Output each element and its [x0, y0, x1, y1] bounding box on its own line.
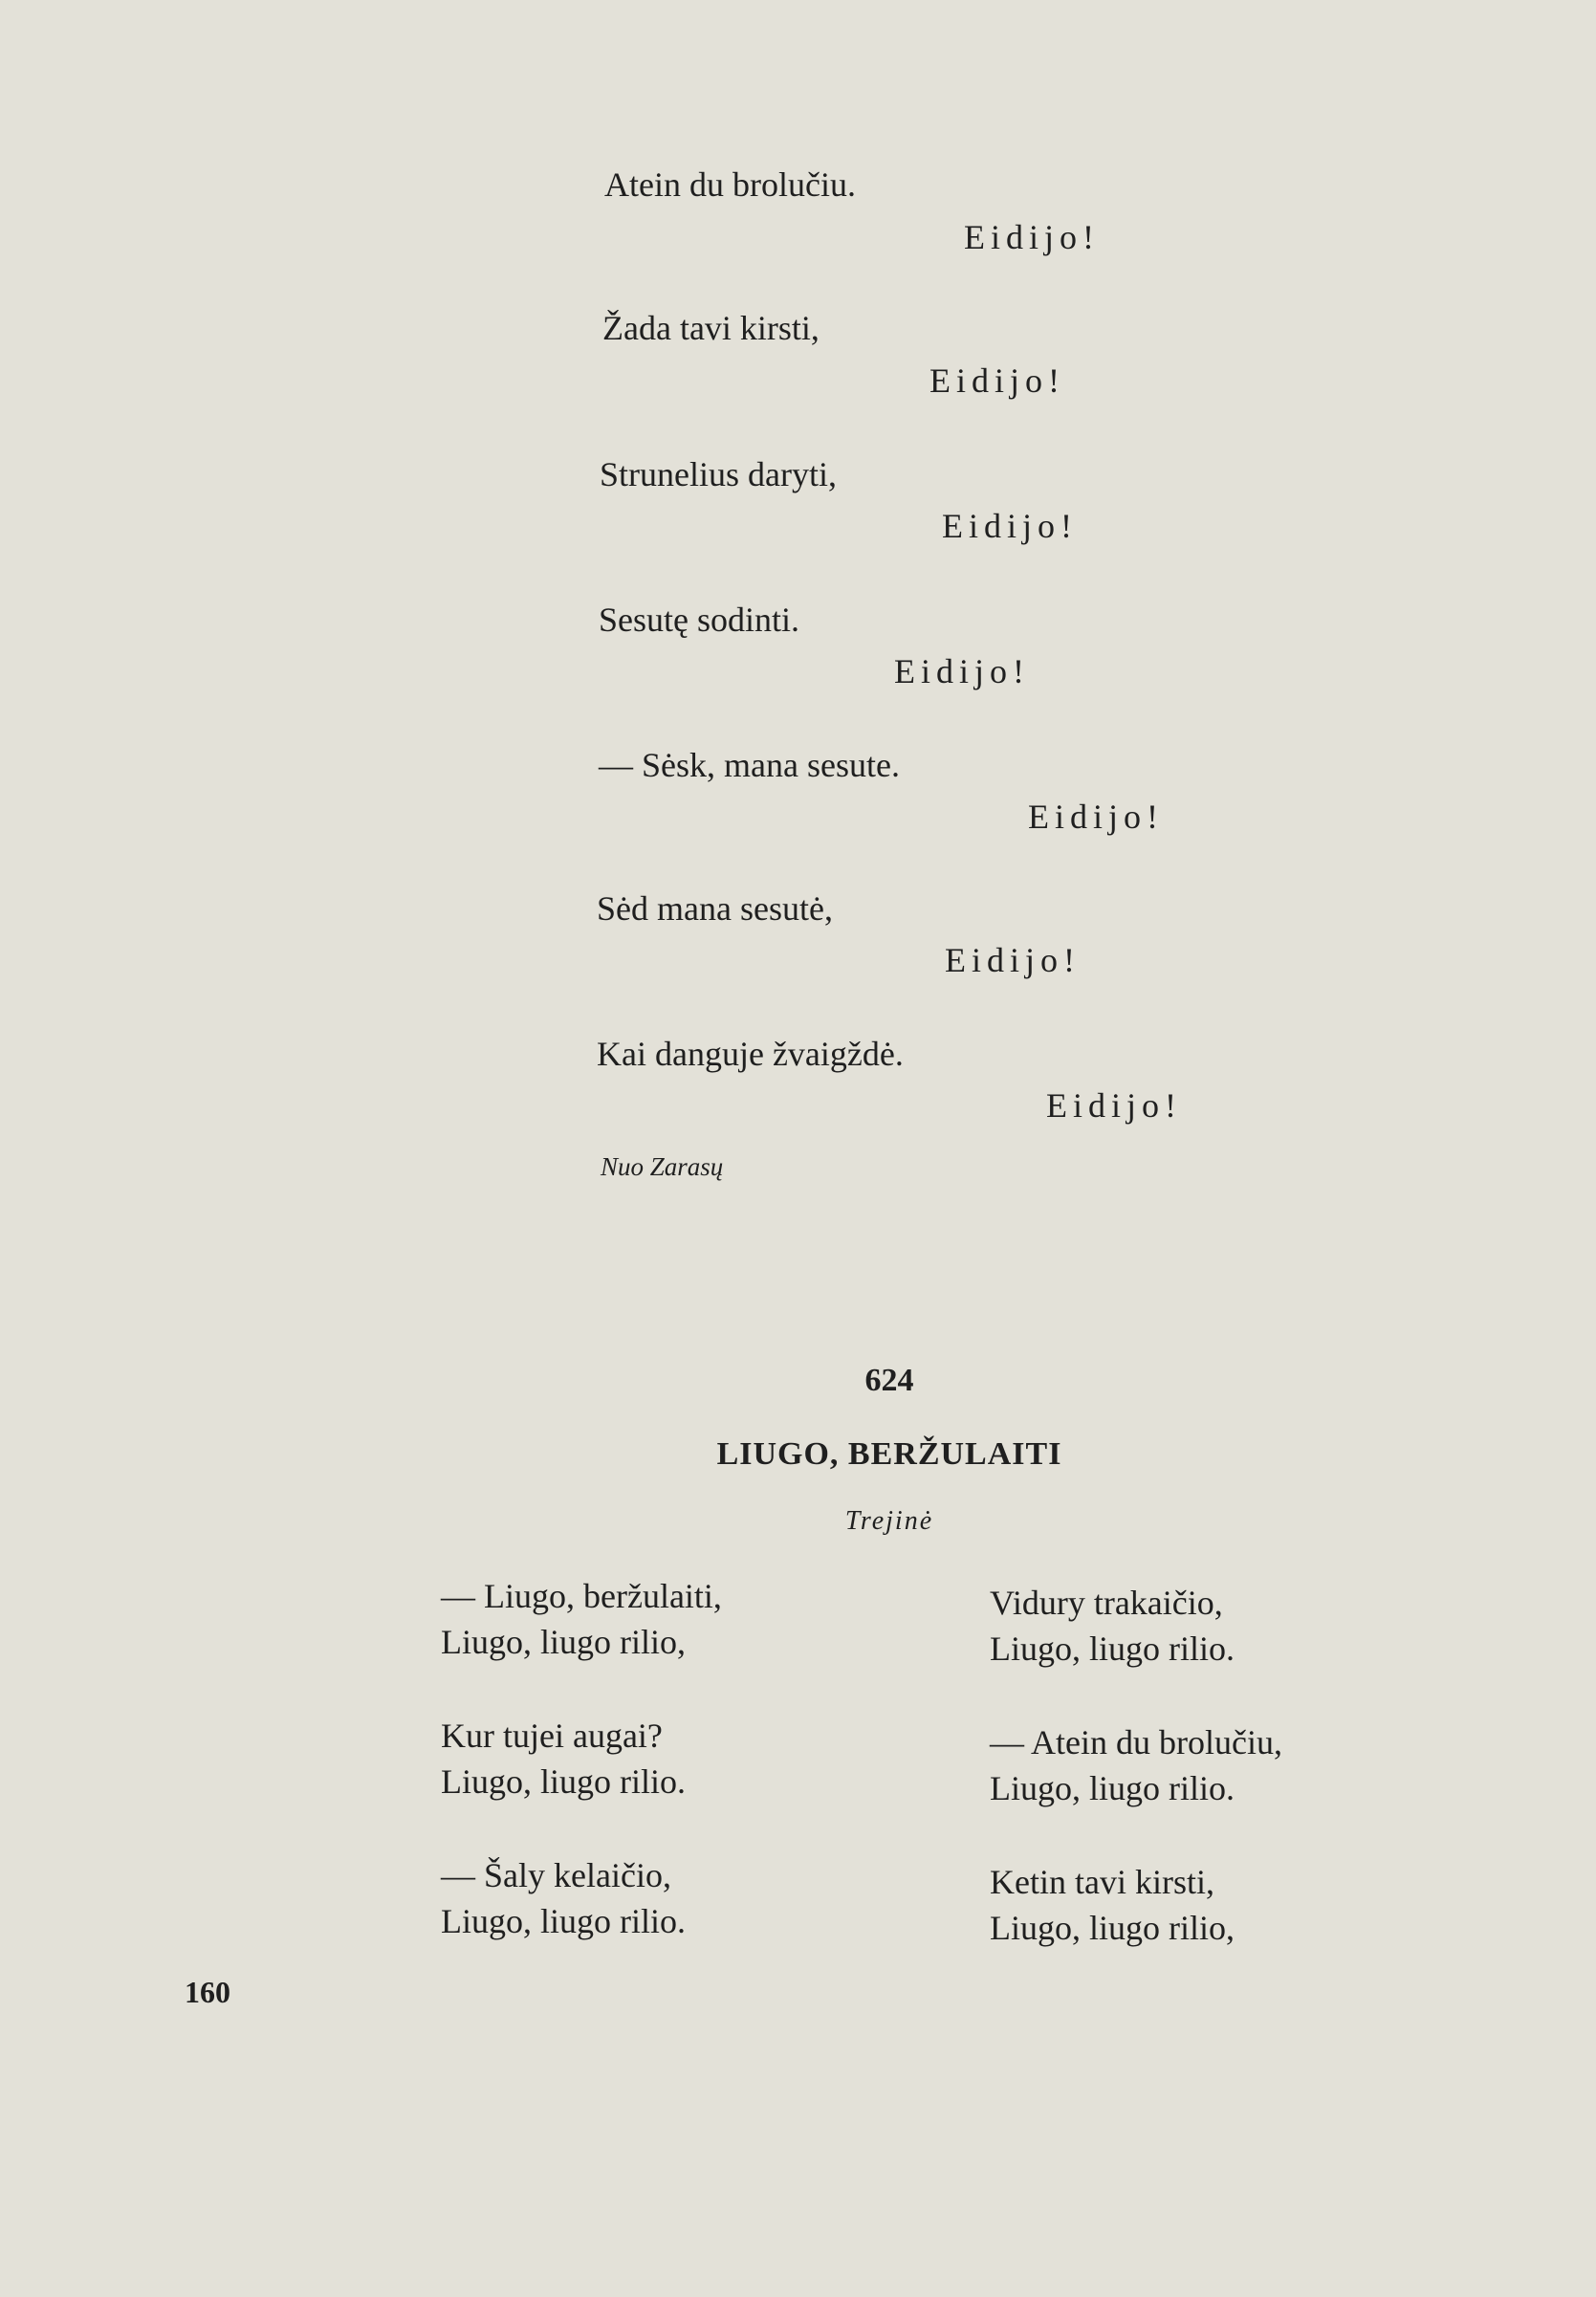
- verse-line: — Sėsk, mana sesute.: [599, 746, 900, 784]
- refrain: Eidijo!: [929, 361, 1065, 400]
- song-title: LIUGO, BERŽULAITI: [716, 1436, 1062, 1472]
- song-number: 624: [864, 1363, 914, 1398]
- verse-line: Ketin tavi kirsti,: [990, 1863, 1214, 1901]
- stanza: [990, 1719, 1282, 1811]
- verse-line: Strunelius daryti,: [600, 455, 837, 493]
- verse-line: Kur tujei augai?: [441, 1717, 663, 1755]
- verse-line: — Liugo, beržulaiti,: [441, 1577, 722, 1615]
- stanza: [990, 1859, 1282, 1951]
- verse-line: Atein du brolučiu.: [604, 165, 856, 204]
- source-note: Nuo Zarasų: [601, 1152, 724, 1181]
- refrain: Eidijo!: [1046, 1086, 1182, 1125]
- refrain: Eidijo!: [894, 652, 1030, 690]
- verse-line: Liugo, liugo rilio.: [990, 1769, 1235, 1807]
- verse-line: — Atein du brolučiu,: [990, 1723, 1282, 1761]
- verse-line: Liugo, liugo rilio,: [441, 1623, 686, 1661]
- refrain: Eidijo!: [945, 941, 1081, 979]
- verse-line: Liugo, liugo rilio.: [441, 1902, 686, 1940]
- verse-line: Liugo, liugo rilio.: [990, 1630, 1235, 1668]
- stanza: [990, 1580, 1282, 1672]
- stanza: [441, 1713, 722, 1805]
- verse-line: Liugo, liugo rilio,: [990, 1909, 1235, 1947]
- verse-line: Kai danguje žvaigždė.: [597, 1035, 904, 1073]
- refrain: Eidijo!: [942, 507, 1078, 545]
- page-number: 160: [185, 1975, 230, 2009]
- verse-line: Žada tavi kirsti,: [602, 309, 820, 347]
- right-column: [990, 1580, 1282, 1999]
- refrain: Eidijo!: [964, 218, 1100, 256]
- song-subtitle: Trejinė: [844, 1506, 934, 1536]
- stanza: [441, 1852, 722, 1944]
- verse-line: — Šaly kelaičio,: [441, 1856, 671, 1894]
- stanza: [441, 1573, 722, 1665]
- verse-line: Sesutę sodinti.: [599, 601, 800, 639]
- refrain: Eidijo!: [1028, 798, 1164, 836]
- verse-line: Liugo, liugo rilio.: [441, 1762, 686, 1801]
- verse-line: Vidury trakaičio,: [990, 1584, 1223, 1622]
- verse-line: Sėd mana sesutė,: [597, 889, 833, 928]
- left-column: [441, 1573, 722, 1992]
